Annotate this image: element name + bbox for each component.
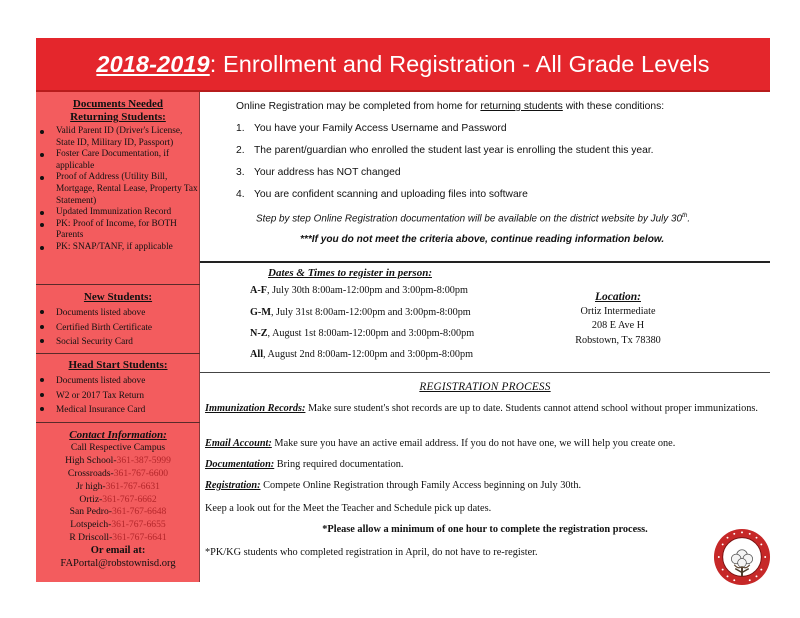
campus-phone: 361-767-6662 bbox=[102, 493, 157, 505]
campus-name: R Driscoll- bbox=[69, 532, 113, 544]
campus-name: High School- bbox=[65, 454, 117, 466]
campus-phone: 361-767-6641 bbox=[112, 532, 167, 544]
list-item: PK: SNAP/TANF, if applicable bbox=[36, 242, 200, 254]
date-row bbox=[250, 349, 473, 360]
divider bbox=[36, 353, 200, 354]
title-banner bbox=[36, 38, 770, 92]
district-seal-icon bbox=[713, 528, 771, 586]
list-item: PK: Proof of Income, for BOTH Parents bbox=[36, 219, 200, 242]
campus-contact bbox=[36, 468, 200, 481]
condition-item: 1. You have your Family Access Username and Password bbox=[236, 123, 507, 134]
location-line: Robstown, Tx 78380 bbox=[575, 334, 661, 346]
process-text: Make sure student's shot records are up to date. Students cannot attend school without proper immunizations. bbox=[305, 403, 758, 414]
sidebar bbox=[36, 92, 200, 582]
list-item: Documents listed above bbox=[36, 306, 200, 321]
process-key: Registration: bbox=[205, 480, 261, 491]
date-row bbox=[250, 285, 468, 296]
condition-item: 3. Your address has NOT changed bbox=[236, 167, 401, 178]
intro-text-end: with these conditions: bbox=[562, 101, 665, 112]
criteria-notice: ***If you do not meet the criteria above, continue reading information below. bbox=[300, 234, 665, 245]
condition-text: The parent/guardian who enrolled the student last year is enrolling the student this year. bbox=[254, 145, 654, 156]
process-key: Email Account: bbox=[205, 438, 272, 449]
list-item: Valid Parent ID (Driver's License, State ID, Military ID, Passport) bbox=[36, 126, 200, 149]
list-item: Documents listed above bbox=[36, 374, 200, 389]
dates-title: Dates & Times to register in person: bbox=[268, 267, 432, 279]
section-divider bbox=[200, 261, 770, 263]
date-text: , August 1st 8:00am-12:00pm and 3:00pm-8:00pm bbox=[267, 328, 475, 339]
location-block bbox=[548, 290, 688, 348]
contact-title: Contact Information: bbox=[69, 429, 167, 441]
campus-contact bbox=[36, 519, 200, 532]
process-text: Compete Online Registration through Family Access beginning on July 30th. bbox=[260, 480, 582, 491]
returning-heading bbox=[36, 98, 200, 124]
date-grades: A-F bbox=[250, 285, 267, 296]
process-key: Immunization Records: bbox=[205, 403, 306, 414]
location-title: Location: bbox=[595, 291, 641, 303]
list-item: Medical Insurance Card bbox=[36, 403, 200, 418]
campus-contact bbox=[36, 532, 200, 545]
note-superscript: th bbox=[681, 212, 688, 219]
new-students-heading: New Students: bbox=[83, 291, 153, 303]
condition-text: You have your Family Access Username and Password bbox=[254, 123, 507, 134]
campus-name: Crossroads- bbox=[67, 467, 114, 479]
documentation-note bbox=[256, 212, 690, 224]
location-line: 208 E Ave H bbox=[591, 320, 645, 331]
condition-text: You are confident scanning and uploading files into software bbox=[254, 189, 528, 200]
intro-text: Online Registration may be completed from home for bbox=[236, 101, 481, 112]
contact-subtitle: Call Respective Campus bbox=[70, 441, 166, 453]
location-line: Ortiz Intermediate bbox=[580, 305, 656, 317]
note-text: Step by step Online Registration documentation will be available on the district website by July 30 bbox=[256, 213, 682, 225]
campus-name: San Pedro- bbox=[69, 506, 112, 518]
condition-item: 2. The parent/guardian who enrolled the student last year is enrolling the student this year. bbox=[236, 145, 654, 156]
or-email-label: Or email at: bbox=[90, 545, 146, 557]
pkkg-note: *PK/KG students who completed registration in April, do not have to re-register. bbox=[205, 547, 538, 558]
head-start-heading: Head Start Students: bbox=[68, 359, 168, 371]
title-text: : Enrollment and Registration - All Grade Levels bbox=[209, 50, 710, 77]
campus-phone: 361-767-6631 bbox=[105, 480, 160, 492]
condition-text: Your address has NOT changed bbox=[254, 167, 401, 178]
campus-contact bbox=[36, 506, 200, 519]
campus-contact bbox=[36, 455, 200, 468]
lookout-note: Keep a look out for the Meet the Teacher and Schedule pick up dates. bbox=[205, 503, 492, 514]
process-item bbox=[205, 437, 765, 450]
divider bbox=[36, 422, 200, 423]
contact-email-link[interactable]: FAPortal@robstownisd.org bbox=[60, 558, 176, 570]
returning-documents-list bbox=[36, 126, 200, 254]
process-text: Make sure you have an active email address. If you do not have one, we will help you create one. bbox=[271, 438, 676, 449]
process-item bbox=[205, 479, 765, 492]
process-item bbox=[205, 402, 765, 415]
list-item: Foster Care Documentation, if applicable bbox=[36, 149, 200, 172]
process-key: Documentation: bbox=[205, 459, 275, 470]
date-grades: N-Z bbox=[250, 328, 268, 339]
contact-information bbox=[36, 429, 200, 571]
campus-phone: 361-387-5999 bbox=[116, 454, 171, 466]
campus-phone: 361-767-6648 bbox=[112, 506, 167, 518]
process-item bbox=[205, 458, 765, 471]
campus-name: Lotspeich- bbox=[70, 519, 112, 531]
list-item: Updated Immunization Record bbox=[36, 207, 200, 219]
process-text: Bring required documentation. bbox=[274, 459, 404, 470]
list-item: Proof of Address (Utility Bill, Mortgage, Rental Lease, Property Tax Statement) bbox=[36, 172, 200, 207]
campus-name: Ortiz- bbox=[79, 493, 103, 505]
campus-contact bbox=[36, 481, 200, 494]
campus-name: Jr high- bbox=[76, 480, 106, 492]
date-text: , August 2nd 8:00am-12:00pm and 3:00pm-8:00pm bbox=[263, 349, 473, 360]
registration-process-title: REGISTRATION PROCESS bbox=[419, 381, 551, 393]
page-title bbox=[96, 51, 709, 78]
returning-heading-line-1: Documents Needed bbox=[72, 98, 164, 110]
list-item: Certified Birth Certificate bbox=[36, 321, 200, 336]
divider bbox=[36, 284, 200, 285]
date-row bbox=[250, 307, 471, 318]
list-item: W2 or 2017 Tax Return bbox=[36, 389, 200, 404]
intro-emphasis: returning students bbox=[480, 101, 563, 112]
date-grades: All bbox=[250, 349, 264, 360]
online-intro bbox=[236, 101, 664, 112]
date-row bbox=[250, 328, 474, 339]
returning-heading-line-2: Returning Students: bbox=[70, 111, 166, 123]
time-allowance-note: *Please allow a minimum of one hour to complete the registration process. bbox=[322, 524, 648, 535]
title-year: 2018-2019 bbox=[96, 50, 210, 77]
section-divider bbox=[200, 372, 770, 373]
note-end: . bbox=[687, 213, 691, 225]
date-grades: G-M bbox=[250, 307, 271, 318]
campus-phone: 361-767-6655 bbox=[111, 519, 166, 531]
new-students-list bbox=[36, 306, 200, 350]
date-text: , July 31st 8:00am-12:00pm and 3:00pm-8:00pm bbox=[270, 307, 471, 318]
date-text: , July 30th 8:00am-12:00pm and 3:00pm-8:00pm bbox=[266, 285, 468, 296]
campus-contact bbox=[36, 494, 200, 507]
head-start-list bbox=[36, 374, 200, 418]
condition-item: 4. You are confident scanning and uploading files into software bbox=[236, 189, 528, 200]
list-item: Social Security Card bbox=[36, 335, 200, 350]
campus-phone: 361-767-6600 bbox=[113, 467, 169, 479]
